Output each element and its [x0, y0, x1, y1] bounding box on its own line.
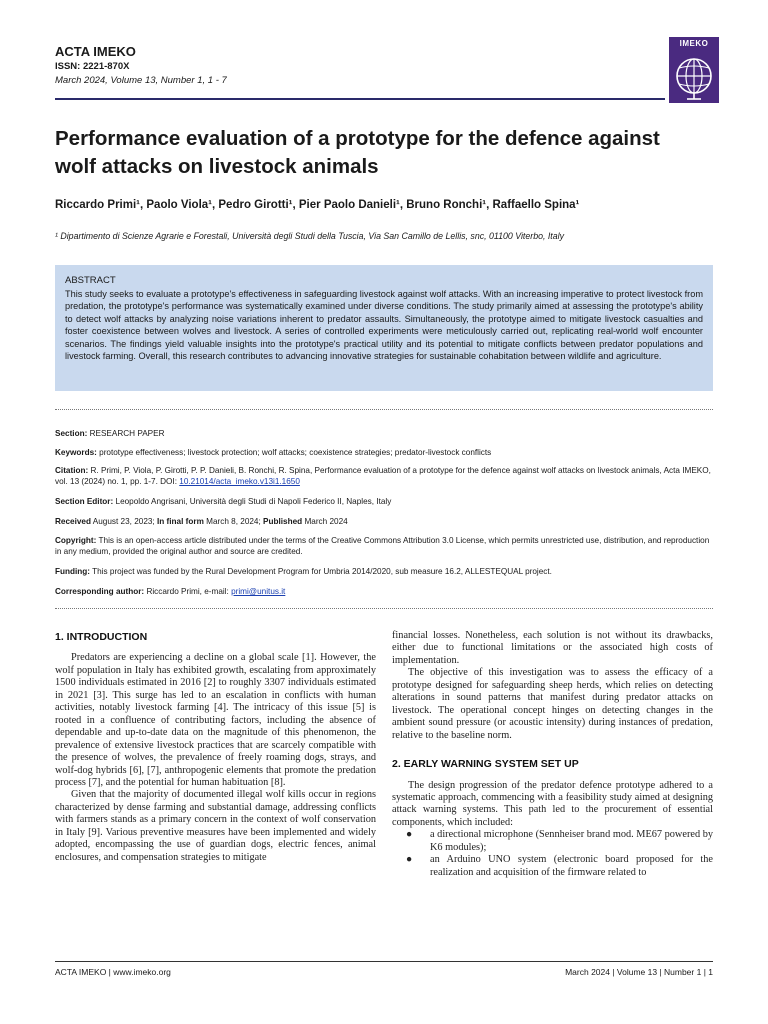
abstract-text: This study seeks to evaluate a prototype's effectiveness in safeguarding livestock against wolf attacks. With an increasing imperative to protect livestock from predation, the prototype's performance was systematically examined under diverse conditions. The study primarily aimed at assessing the prototype's ability to detect wolf attacks by analyzing noise variations inherent to predator assaults. Simultaneously, the prototype aimed to mitigate livestock casualties and foster coexistence between wolves and livestock. A series of controlled experiments were meticulously carried out, replicating real-world wolf encounter scenarios. The findings yield valuable insights into the prototype's practical utility and its potential to mitigate conflicts between predator populations and livestock farming. Overall, this research contributes to advancing innovative strategies for sustainable cohabitation between wildlife and agriculture. — [65, 288, 703, 361]
components-list — [392, 829, 713, 879]
paper-affiliation: ¹ Dipartimento di Scienze Agrarie e Forestali, Università degli Studi della Tuscia, Via San Camillo de Lellis, snc, 01100 Viterbo, Italy — [55, 231, 564, 241]
meta-editor-value: Leopoldo Angrisani, Università degli Studi di Napoli Federico II, Naples, Italy — [115, 497, 392, 506]
meta-funding-value: This project was funded by the Rural Development Program for Umbria 2014/2020, sub measure 16.2, ALLESTEQUAL project. — [92, 567, 552, 576]
meta-published-label: Published — [263, 517, 303, 526]
meta-received-label: Received — [55, 517, 91, 526]
meta-funding-label: Funding: — [55, 567, 91, 576]
meta-copyright-label: Copyright: — [55, 536, 97, 545]
meta-editor-label: Section Editor: — [55, 497, 114, 506]
section-2-paragraph-1: The design progression of the predator defence prototype adhered to a systematic approach, commencing with a feasibility study aimed at designing attack warning systems. This path led to the procurement of essential components, which included: — [392, 779, 713, 828]
footer-rule — [55, 961, 713, 962]
globe-icon — [669, 37, 719, 103]
meta-section — [55, 428, 715, 439]
meta-citation — [55, 465, 715, 487]
footer-left: ACTA IMEKO | www.imeko.org — [55, 967, 171, 977]
meta-corresponding — [55, 586, 715, 597]
bullet-icon: ● — [406, 854, 413, 866]
journal-issue: March 2024, Volume 13, Number 1, 1 - 7 — [55, 75, 227, 86]
logo-text: IMEKO — [679, 39, 709, 48]
meta-final-label: In final form — [157, 517, 204, 526]
journal-issn: ISSN: 2221-870X — [55, 61, 130, 72]
list-item — [392, 854, 713, 879]
meta-keywords-label: Keywords: — [55, 448, 97, 457]
meta-section-label: Section: — [55, 429, 88, 438]
column-2-paragraph-1: financial losses. Nonetheless, each solution is not without its drawbacks, either due to functional limitations or the associated high costs of implementation. — [392, 630, 713, 666]
list-item — [392, 829, 713, 854]
meta-citation-value: R. Primi, P. Viola, P. Girotti, P. P. Danieli, B. Ronchi, R. Spina, Performance evaluation of a prototype for the defence against wolf attacks on livestock animals, Acta IMEKO, vol. 13 (2024) no. 1, pp. 1-7. DOI: — [55, 466, 711, 486]
abstract-box — [55, 265, 713, 391]
meta-copyright-value: This is an open-access article distributed under the terms of the Creative Commons Attribution 3.0 License, which permits unrestricted use, distribution, and reproduction in any medium, provided the original author and source are credited. — [55, 536, 710, 556]
bullet-icon: ● — [406, 829, 413, 841]
meta-corresponding-label: Corresponding author: — [55, 587, 145, 596]
divider-bottom — [55, 608, 713, 609]
meta-editor — [55, 496, 715, 507]
meta-keywords — [55, 447, 715, 458]
footer-right: March 2024 | Volume 13 | Number 1 | 1 — [565, 967, 713, 977]
meta-dates — [55, 516, 715, 527]
abstract-label: ABSTRACT — [65, 275, 116, 286]
body-column-left — [55, 631, 376, 864]
section-1-heading: 1. INTRODUCTION — [55, 631, 148, 643]
meta-published-value: March 2024 — [304, 517, 348, 526]
section-2-heading: 2. EARLY WARNING SYSTEM SET UP — [392, 758, 579, 771]
meta-copyright — [55, 535, 715, 557]
divider-top — [55, 409, 713, 410]
header-rule — [55, 98, 665, 100]
doi-link[interactable]: 10.21014/acta_imeko.v13i1.1650 — [179, 477, 300, 486]
list-item-text: a directional microphone (Sennheiser brand mod. ME67 powered by K6 modules); — [430, 829, 713, 853]
journal-name: ACTA IMEKO — [55, 44, 136, 59]
body-column-right — [392, 630, 713, 879]
email-link[interactable]: primi@unitus.it — [231, 587, 286, 596]
column-2-paragraph-2: The objective of this investigation was to assess the efficacy of a prototype designed for safeguarding sheep herds, which relies on detecting alterations in sound patterns that manifest during predator attacks on livestock. The operational concept hinges on detecting changes in the ambient sound pressure (or acoustic intensity) during instances of predation, relative to the baseline norm. — [392, 667, 713, 741]
paper-authors: Riccardo Primi¹, Paolo Viola¹, Pedro Girotti¹, Pier Paolo Danieli¹, Bruno Ronchi¹, Raffaello Spina¹ — [55, 199, 580, 211]
imeko-logo — [669, 37, 719, 103]
meta-section-value: RESEARCH PAPER — [89, 429, 165, 438]
meta-final-value: March 8, 2024; — [206, 517, 261, 526]
meta-citation-label: Citation: — [55, 466, 89, 475]
meta-corresponding-value: Riccardo Primi, e-mail: — [146, 587, 229, 596]
section-1-paragraph-2: Given that the majority of documented illegal wolf kills occur in regions characterized by dense farming and substantial damage, addressing conflicts with farmers stands as a primary concern in the context of wolf conservation in Italy [9]. Various preventive measures have been implemented and widely adopted, encompassing the use of guardian dogs, electric fences, animal enclosures, and compensation strategies to mitigate — [55, 789, 376, 863]
section-1-paragraph-1: Predators are experiencing a decline on a global scale [1]. However, the wolf population in Italy has exhibited growth, escalating from approximately 1500 individuals estimated in 2016 [2] to roughly 3307 individuals estimated in 2021 [3]. This surge has led to an escalation in conflicts with human activities, notably livestock farming [4]. The intricacy of this issue [5] is rooted in a confluence of contributing factors, including the absence of dependable and up-to-date data on the magnitude of this phenomenon, the prevalence of extensive livestock practices that are scarcely compatible with the presence of wolves, the prevalence of freely roaming dogs, strays, and wolf-dog hybrids [6], [7], anthropogenic elements that promote the predation process [7], and the potential for human habituation [8]. — [55, 652, 376, 788]
list-item-text: an Arduino UNO system (electronic board proposed for the realization and acquisition of the firmware related to — [430, 854, 713, 878]
meta-received-value: August 23, 2023; — [92, 517, 155, 526]
meta-funding — [55, 566, 715, 577]
meta-keywords-value: prototype effectiveness; livestock protection; wolf attacks; coexistence strategies; predator-livestock conflicts — [99, 448, 492, 457]
paper-title: Performance evaluation of a prototype for the defence against wolf attacks on livestock animals — [55, 127, 660, 178]
